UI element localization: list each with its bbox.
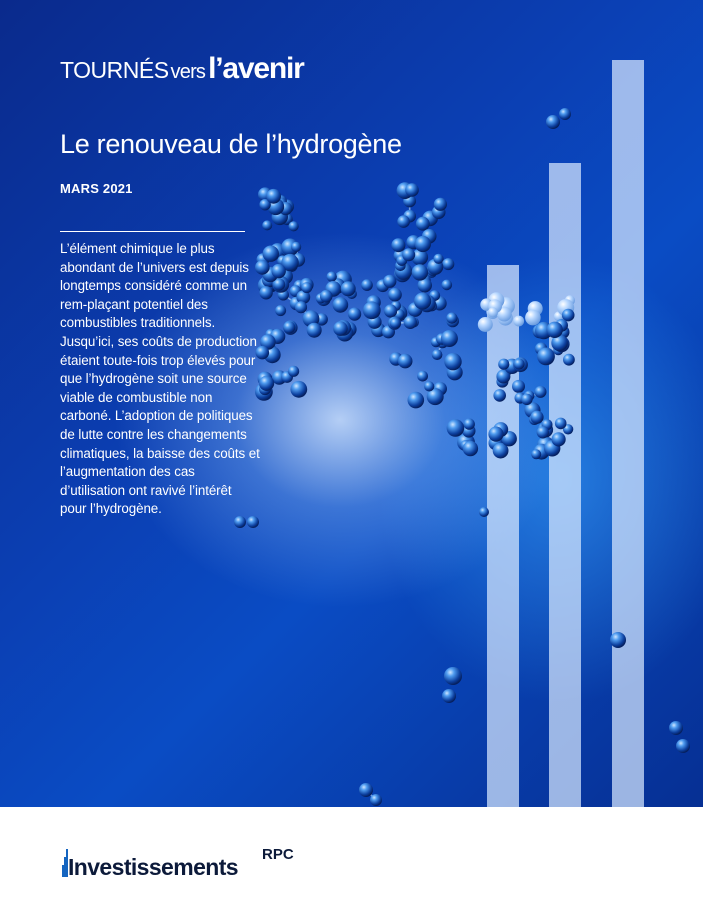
molecule-atom: [531, 449, 541, 459]
molecule-atom: [259, 376, 274, 391]
molecule-atom: [432, 349, 443, 360]
molecule-atom: [283, 321, 295, 333]
molecule-atom: [444, 667, 462, 685]
molecule-atom: [433, 254, 443, 264]
molecule-atom: [464, 418, 475, 429]
molecule-atom: [405, 183, 419, 197]
series-title: [60, 54, 304, 84]
molecule-atom: [359, 783, 373, 797]
molecule-atom: [408, 392, 425, 409]
molecule-atom: [266, 189, 281, 204]
molecule-atom: [530, 411, 543, 424]
molecule-atom: [291, 242, 301, 252]
molecule-atom: [348, 308, 361, 321]
molecule-atom: [547, 322, 563, 338]
molecule-atom: [513, 316, 524, 327]
molecule-atom: [434, 198, 447, 211]
page-title: Le renouveau de l’hydrogène: [60, 129, 402, 159]
molecule-atom: [563, 354, 575, 366]
molecule-atom: [307, 323, 322, 338]
title-divider: [60, 231, 245, 232]
molecule-atom: [415, 236, 431, 252]
molecule-atom: [341, 281, 356, 296]
intro-paragraph: L’élément chimique le plus abondant de l’univers est depuis longtemps considéré comme un rem-plaçant potentiel des combustibles traditionnels. Jusqu’ici, ses coûts de production étaient toute-fois trop élevés pour que l’hydrogène soit une source viable de combustible non carboné. L’adoption de politiques de lutte contre les changements climatiques, la baisse des coûts et l’augmentation des cas d’utilisation ont ravivé l’intérêt pour l’hydrogène.: [60, 241, 260, 517]
molecule-atom: [493, 389, 506, 402]
molecule-atom: [263, 246, 279, 262]
molecule-atom: [275, 305, 286, 316]
molecule-atom: [463, 441, 478, 456]
molecule-atom: [290, 381, 307, 398]
molecule-atom: [552, 432, 566, 446]
molecule-atom: [383, 275, 396, 288]
molecule-atom: [535, 386, 547, 398]
molecule-atom: [404, 316, 417, 329]
molecule-atom: [412, 264, 428, 280]
molecule-atom: [610, 632, 626, 648]
molecule-atom: [478, 317, 493, 332]
molecule-atom: [398, 354, 413, 369]
molecule-atom: [301, 282, 312, 293]
molecule-atom: [402, 248, 415, 261]
molecule-atom: [320, 290, 333, 303]
molecule-atom: [272, 264, 286, 278]
logo-superscript: RPC: [262, 846, 294, 863]
series-title-part3: l’avenir: [208, 52, 304, 85]
molecule-atom: [363, 301, 381, 319]
molecule-atom: [390, 318, 401, 329]
logo-wordmark: Investissements: [68, 854, 238, 880]
publication-date: MARS 2021: [60, 181, 133, 196]
molecule-atom: [537, 348, 555, 366]
molecule-atom: [384, 304, 397, 317]
molecule-atom: [555, 418, 567, 430]
molecule-atom: [514, 359, 525, 370]
footer: [0, 807, 703, 911]
molecule-atom: [416, 217, 430, 231]
molecule-atom: [370, 794, 382, 806]
molecule-atom: [559, 108, 571, 120]
molecule-atom: [388, 288, 402, 302]
molecule-atom: [414, 293, 431, 310]
company-logo: [62, 843, 322, 883]
molecule-atom: [424, 381, 434, 391]
molecule-atom: [442, 280, 453, 291]
molecule-atom: [676, 739, 690, 753]
molecule-atom: [488, 307, 498, 317]
molecule-atom: [391, 238, 405, 252]
molecule-atom: [447, 419, 465, 437]
molecule-atom: [327, 272, 337, 282]
molecule-atom: [479, 507, 489, 517]
molecule-atom: [295, 301, 307, 313]
molecule-atom: [397, 215, 410, 228]
molecule-atom: [417, 371, 428, 382]
molecule-atom: [441, 330, 458, 347]
molecule-atom: [289, 221, 299, 231]
molecule-atom: [259, 286, 272, 299]
molecule-atom: [333, 321, 348, 336]
molecule-atom: [288, 366, 299, 377]
molecule-atom: [488, 427, 503, 442]
molecule-atom: [512, 380, 525, 393]
molecule-atom: [262, 220, 272, 230]
molecule-atom: [498, 359, 509, 370]
molecule-atom: [546, 115, 560, 129]
series-title-part1: TOURNÉS: [60, 57, 169, 83]
molecule-atom: [442, 689, 456, 703]
molecule-atom: [669, 721, 683, 735]
molecule-atom: [361, 279, 373, 291]
molecule-atom: [521, 394, 533, 406]
series-title-part2: vers: [170, 61, 206, 83]
molecule-atom: [333, 297, 349, 313]
molecule-atom: [537, 426, 549, 438]
molecule-atom: [442, 258, 454, 270]
molecule-atom: [525, 310, 541, 326]
molecule-atom: [446, 313, 457, 324]
molecule-atom: [444, 353, 461, 370]
